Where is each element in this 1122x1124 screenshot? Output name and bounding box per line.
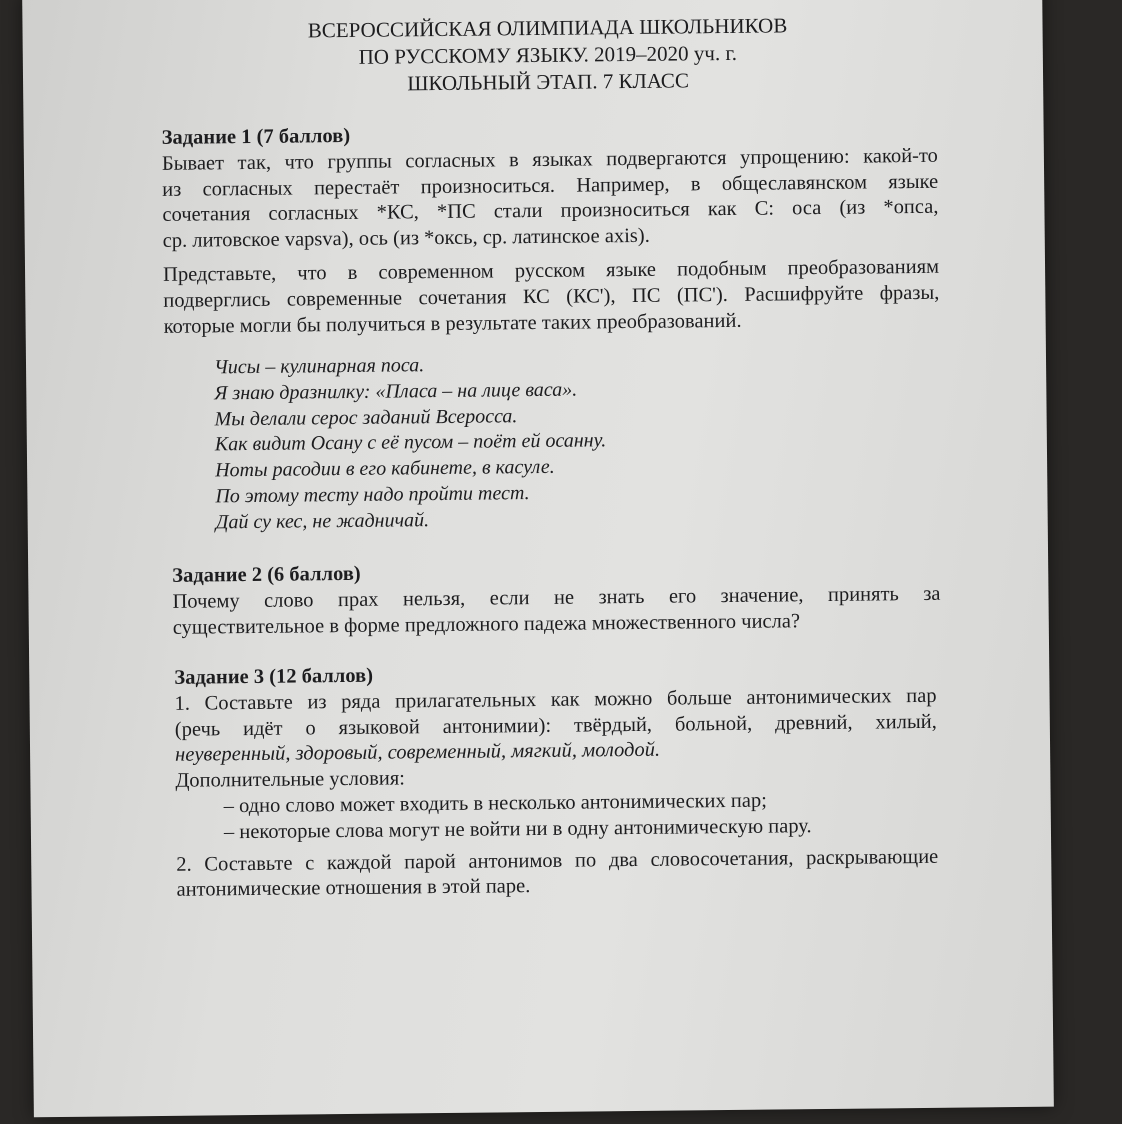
text-line: Почему слово прах нельзя, если не знать его значение, принять за: [172, 582, 941, 613]
task1-phrases: [214, 351, 607, 536]
document-page: [22, 0, 1054, 1117]
text-line: Бывает так, что группы согласных в языках подвергаются упрощению: какой-то: [161, 144, 938, 175]
task1: [162, 118, 940, 340]
condition: – некоторые слова могут не войти ни в одну антонимическую пару.: [223, 814, 812, 844]
phrase: Ноты расодии в его кабинете, в касуле.: [215, 456, 555, 482]
text-line: подверглись современные сочетания КС (КС'), ПС (ПС'). Расшифруйте фразы,: [163, 281, 940, 312]
task2-heading: Задание 2 (6 баллов): [172, 562, 361, 587]
text-line: антонимические отношения в этой паре.: [176, 875, 531, 902]
phrase: Мы делали серос заданий Всеросса.: [214, 404, 518, 430]
phrase: Чисы – кулинарная поса.: [213, 354, 425, 379]
text-line: которые могли бы получиться в результате таких преобразований.: [163, 309, 742, 338]
text-line: 2. Составьте с каждой парой антонимов по два словосочетания, раскрывающие: [176, 845, 939, 876]
text-line: ср. литовское vapsva), ось (из *оксь, ср. латинское axis).: [162, 225, 650, 253]
conditions-label: Дополнительные условия:: [175, 767, 406, 792]
text-line: существительное в форме предложного падежа множественного числа?: [172, 609, 801, 639]
text-line: сочетания согласных *КС, *ПС стали произноситься как С: оса (из *опса,: [162, 196, 939, 227]
header-line: ВСЕРОССИЙСКАЯ ОЛИМПИАДА ШКОЛЬНИКОВ: [307, 13, 788, 43]
text-line: Представьте, что в современном русском языке подобным преобразованиям: [162, 255, 940, 286]
task3-heading: Задание 3 (12 баллов): [174, 664, 374, 689]
header-line: ПО РУССКОМУ ЯЗЫКУ. 2019–2020 уч. г.: [358, 40, 738, 69]
document-header: [22, 9, 1073, 101]
phrase: Как видит Осану с её пусом – поёт ей осанну.: [214, 429, 607, 456]
task2: [172, 556, 941, 641]
condition: – одно слово может входить в несколько антонимических пар;: [223, 789, 767, 818]
text-line: 1. Составьте из ряда прилагательных как можно больше антонимических пар: [174, 684, 937, 715]
text-line: из согласных перестаёт произноситься. Например, в общеславянском языке: [162, 170, 939, 201]
header-line: ШКОЛЬНЫЙ ЭТАП. 7 КЛАСС: [407, 68, 690, 96]
phrase: Я знаю дразнилку: «Пласа – на лице васа».: [214, 378, 578, 405]
phrase: По этому тесту надо пройти тест.: [215, 482, 530, 508]
phrase: Дай су кес, не жадничай.: [215, 508, 430, 534]
text-line: (речь идёт о языковой антонимии): твёрдый, больной, древний, хилый,: [174, 710, 937, 741]
text-line: неуверенный, здоровый, современный, мягкий, молодой.: [175, 739, 661, 767]
task1-heading: Задание 1 (7 баллов): [161, 124, 351, 149]
task3: [174, 658, 938, 904]
